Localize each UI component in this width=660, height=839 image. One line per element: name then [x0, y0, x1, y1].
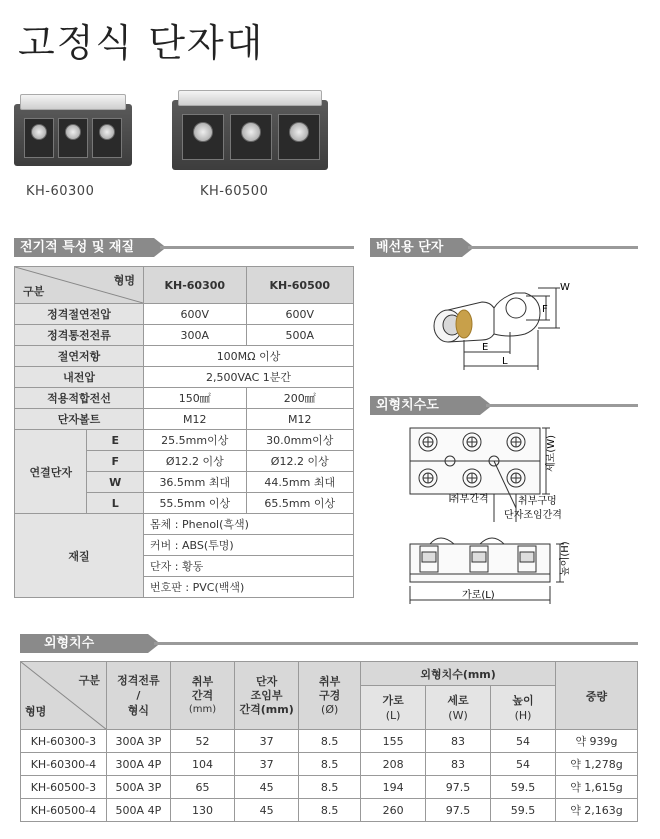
section-title: 배선용 단자: [376, 240, 444, 255]
material-item: 커버 : ABS(투명): [144, 535, 354, 556]
cell: Ø12.2 이상: [144, 451, 246, 472]
section-arrow: [480, 396, 638, 415]
section-title: 전기적 특성 및 재질: [20, 240, 135, 255]
mount-hole-label: 취부구멍: [518, 496, 557, 507]
corner-top-label: 구분: [78, 674, 100, 687]
table-row: KH-60300-3 300A 3P 52 37 8.5 155 83 54 약 939g: [21, 730, 638, 753]
material-item: 단자 : 황동: [144, 556, 354, 577]
corner-bottom-label: 형명: [25, 705, 47, 718]
model-header: KH-60300: [144, 267, 246, 304]
terminal-lug-drawing: [420, 268, 640, 378]
section-header-dimension-drawing: [370, 396, 480, 415]
corner-cell: [15, 267, 144, 304]
table-row: KH-60500-3 500A 3P 65 45 8.5 194 97.5 59.5 약 1,615g: [21, 776, 638, 799]
terminal-label-e: E: [482, 342, 489, 353]
spec-table: [14, 266, 354, 598]
product-image-kh60300: [14, 104, 132, 166]
sub-label: L: [87, 493, 144, 514]
row-label: 정격통전전류: [15, 325, 144, 346]
cell: Ø12.2 이상: [246, 451, 353, 472]
top-view-drawing: [400, 422, 640, 526]
cell: M12: [144, 409, 246, 430]
w-header: 세로 (W): [426, 686, 491, 730]
corner-top-label: 형명: [113, 274, 136, 287]
cell: 25.5mm이상: [144, 430, 246, 451]
row-label: 정격절연전압: [15, 304, 144, 325]
section-header-dimensions: [20, 634, 148, 653]
side-view-drawing: [400, 526, 640, 610]
terminal-pitch-label: 단자조임간격: [504, 510, 562, 521]
row-label: 절연저항: [15, 346, 144, 367]
cell: 55.5mm 이상: [144, 493, 246, 514]
width-l-label: 가로(L): [462, 590, 495, 601]
row-label: 재질: [15, 514, 144, 598]
sub-label: F: [87, 451, 144, 472]
cell: M12: [246, 409, 353, 430]
h-header: 높이 (H): [491, 686, 556, 730]
outer-dim-header: 외형치수(mm): [361, 662, 556, 686]
sub-label: W: [87, 472, 144, 493]
height-w-label: 세로(W): [546, 434, 557, 472]
row-label: 내전압: [15, 367, 144, 388]
row-label: 적용적합전선: [15, 388, 144, 409]
terminal-label-w: W: [560, 282, 570, 293]
corner-bottom-label: 구분: [23, 285, 45, 298]
cell: 600V: [144, 304, 246, 325]
material-item: 번호판 : PVC(백색): [144, 577, 354, 598]
section-arrow: [462, 238, 638, 257]
cell: 36.5mm 최대: [144, 472, 246, 493]
cell: 30.0mm이상: [246, 430, 353, 451]
cell: 500A: [246, 325, 353, 346]
row-label: 단자볼트: [15, 409, 144, 430]
cell: 65.5mm 이상: [246, 493, 353, 514]
page-title: 고정식 단자대: [18, 21, 265, 65]
table-row: KH-60500-4 500A 4P 130 45 8.5 260 97.5 59.5 약 2,163g: [21, 799, 638, 822]
hole-header: 취부 구경 (Ø): [299, 662, 361, 730]
l-header: 가로 (L): [361, 686, 426, 730]
section-arrow: [148, 634, 638, 653]
dimensions-table: [20, 661, 638, 822]
row-label: 연결단자: [15, 430, 87, 514]
product-image-kh60500: [172, 100, 328, 170]
cell: 150㎟: [144, 388, 246, 409]
cell: 200㎟: [246, 388, 353, 409]
cell: 44.5mm 최대: [246, 472, 353, 493]
cell: 600V: [246, 304, 353, 325]
mount-pitch-label: 취부간격: [450, 494, 489, 505]
height-h-label: 높이(H): [560, 541, 571, 576]
section-arrow: [154, 238, 354, 257]
material-item: 몸체 : Phenol(흑색): [144, 514, 354, 535]
product-label: KH-60300: [26, 184, 95, 199]
cell: 100MΩ 이상: [144, 346, 354, 367]
cell: 300A: [144, 325, 246, 346]
model-header: KH-60500: [246, 267, 353, 304]
terminal-label-f: F: [542, 304, 548, 315]
table-row: KH-60300-4 300A 4P 104 37 8.5 208 83 54 약 1,278g: [21, 753, 638, 776]
cell: 2,500VAC 1분간: [144, 367, 354, 388]
terminal-pitch-header: 단자 조임부 간격(mm): [235, 662, 299, 730]
rating-header: 정격전류 / 형식: [106, 662, 170, 730]
section-title: 외형치수도: [376, 398, 439, 413]
terminal-label-l: L: [502, 356, 508, 367]
corner-cell: [21, 662, 107, 730]
weight-header: 중량: [556, 662, 638, 730]
section-title: 외형치수: [44, 636, 95, 651]
product-label: KH-60500: [200, 184, 269, 199]
sub-label: E: [87, 430, 144, 451]
section-header-electrical: [14, 238, 154, 257]
mount-pitch-header: 취부 간격 (mm): [170, 662, 234, 730]
section-header-terminal: [370, 238, 462, 257]
